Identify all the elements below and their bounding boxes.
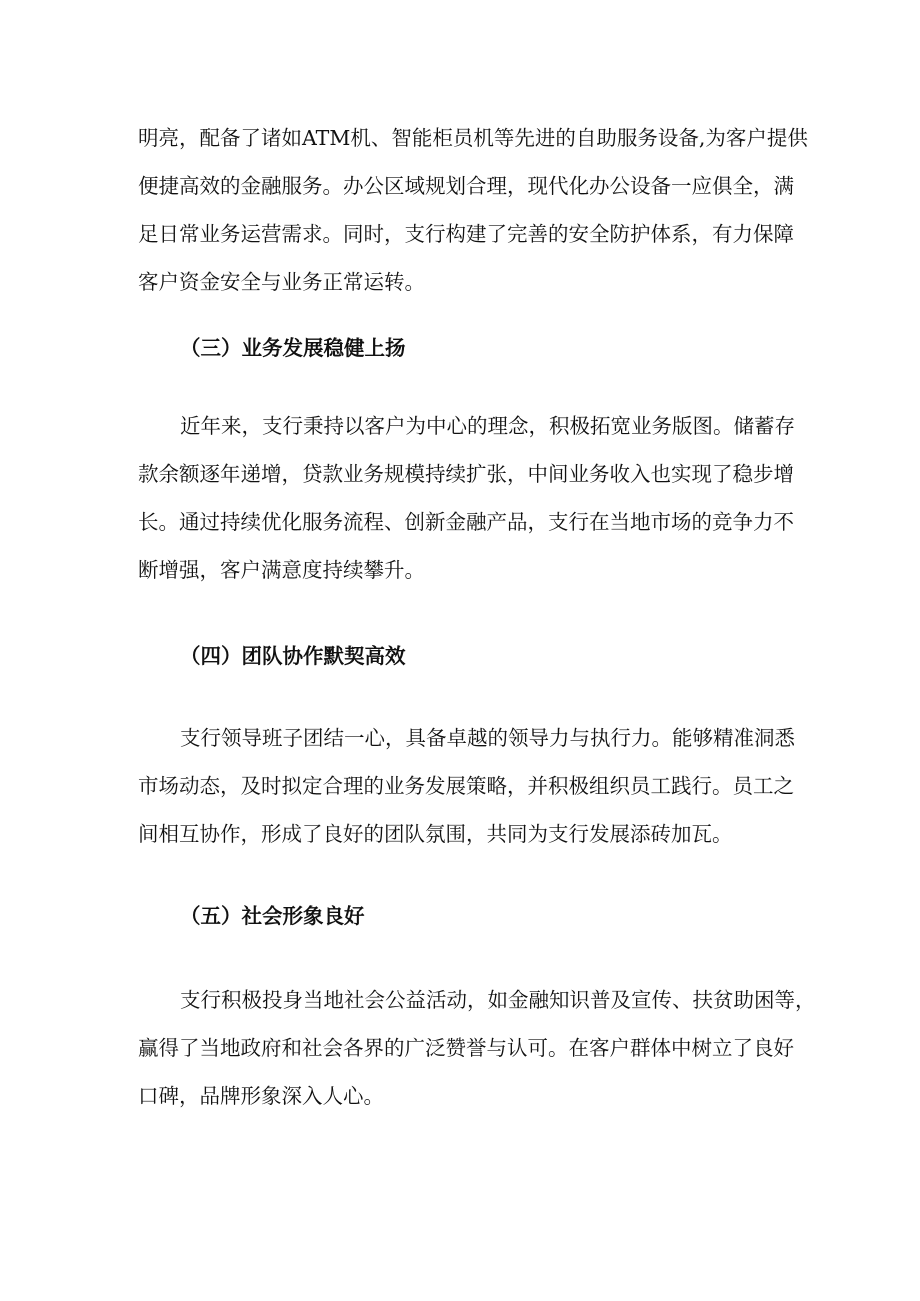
- paragraph-1-line-4: 客户资金安全与业务正常运转。: [138, 270, 425, 294]
- paragraph-1-line-1: 明亮，配备了诸如ATM机、智能柜员机等先进的自助服务设备,为客户提供: [138, 126, 808, 150]
- paragraph-4-line-3: 口碑，品牌形象深入人心。: [138, 1084, 384, 1108]
- section-heading-4: （四）团队协作默契高效: [180, 644, 406, 668]
- paragraph-1-line-2: 便捷高效的金融服务。办公区域规划合理，现代化办公设备一应俱全，满: [138, 174, 794, 198]
- paragraph-2-line-4: 断增强，客户满意度持续攀升。: [138, 558, 425, 582]
- paragraph-2-line-2: 款余额逐年递增，贷款业务规模持续扩张，中间业务收入也实现了稳步增: [138, 462, 794, 486]
- paragraph-3-line-3: 间相互协作，形成了良好的团队氛围，共同为支行发展添砖加瓦。: [138, 822, 733, 846]
- section-heading-3: （三）业务发展稳健上扬: [180, 336, 406, 360]
- paragraph-3-line-2: 市场动态，及时拟定合理的业务发展策略，并积极组织员工践行。员工之: [138, 774, 794, 798]
- paragraph-1-line-3: 足日常业务运营需求。同时，支行构建了完善的安全防护体系，有力保障: [138, 222, 794, 246]
- paragraph-2-line-1: 近年来，支行秉持以客户为中心的理念，积极拓宽业务版图。储蓄存: [180, 414, 795, 438]
- paragraph-4-line-1: 支行积极投身当地社会公益活动，如金融知识普及宣传、扶贫助困等，: [180, 988, 816, 1012]
- paragraph-2-line-3: 长。通过持续优化服务流程、创新金融产品，支行在当地市场的竞争力不: [138, 510, 794, 534]
- section-heading-5: （五）社会形象良好: [180, 904, 365, 928]
- paragraph-4-line-2: 赢得了当地政府和社会各界的广泛赞誉与认可。在客户群体中树立了良好: [138, 1036, 794, 1060]
- paragraph-3-line-1: 支行领导班子团结一心，具备卓越的领导力与执行力。能够精准洞悉: [180, 726, 795, 750]
